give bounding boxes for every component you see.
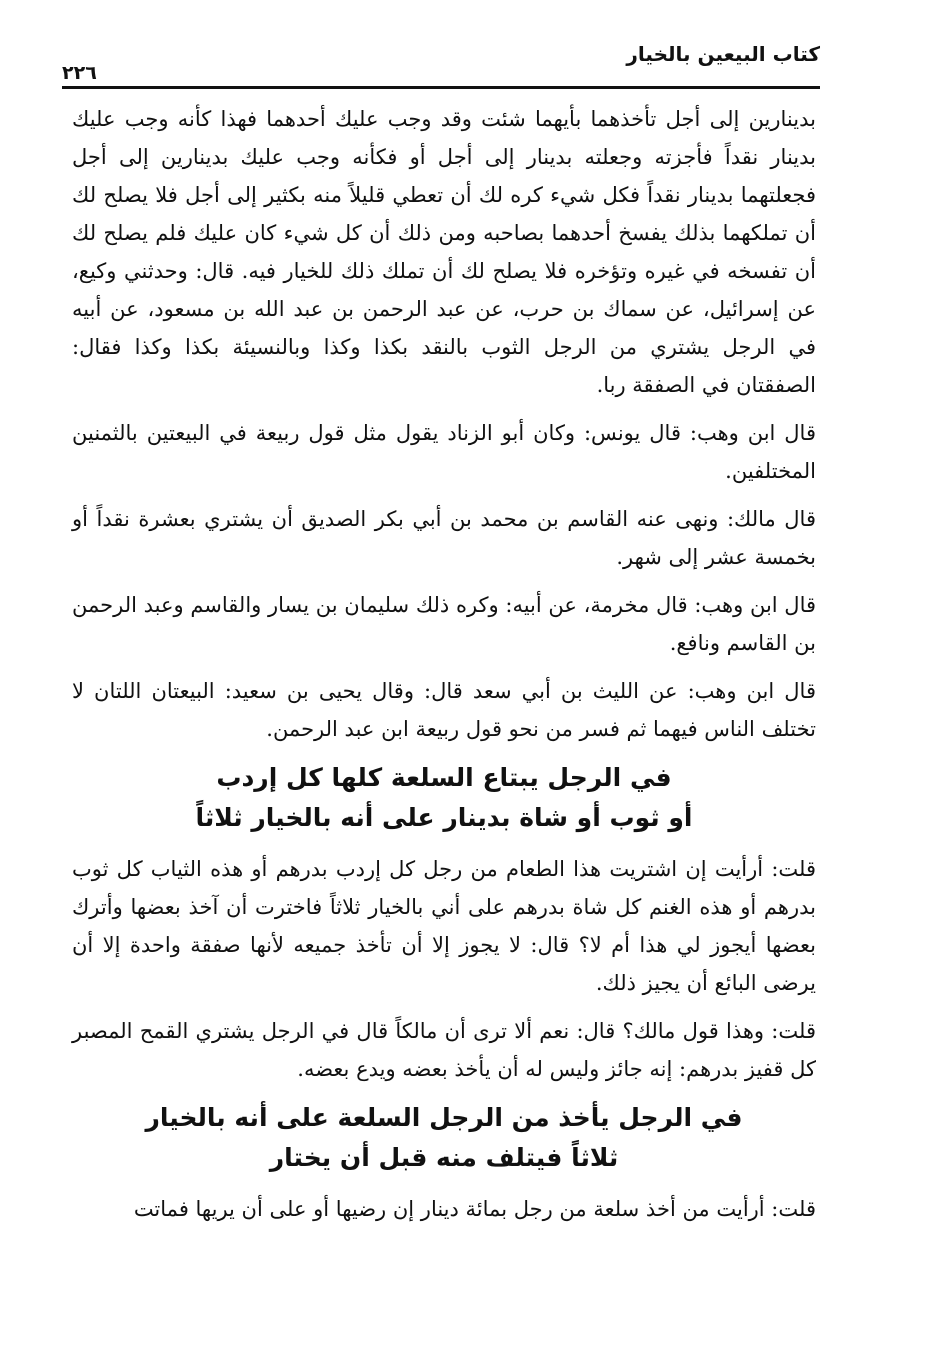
paragraph: قال ابن وهب: قال يونس: وكان أبو الزناد يقول مثل قول ربيعة في البيعتين بالثمنين المختلفين.	[72, 421, 816, 483]
paragraph: قلت: أرأيت إن اشتريت هذا الطعام من رجل كل إردب بدرهم أو هذه الثياب كل ثوب بدرهم أو هذه الغنم كل شاة بدرهم على أني بالخيار ثلاثاً فاخترت أن آخذ بعضها وأترك بعضها أيجوز لي هذا أم لا؟ قال: لا يجوز إلا أن تأخذ جميعه لأنها صفقة واحدة إلا أن يرضى البائع أن يجيز ذلك.	[72, 857, 816, 995]
paragraph: قال ابن وهب: عن الليث بن أبي سعد قال: وقال يحيى بن سعيد: البيعتان اللتان لا تختلف الناس فيهما ثم فسر من نحو قول ربيعة ابن عبد الرحمن.	[72, 679, 816, 741]
paragraph: قال ابن وهب: قال مخرمة، عن أبيه: وكره ذلك سليمان بن يسار والقاسم وعبد الرحمن بن القاسم ونافع.	[72, 593, 816, 655]
page-number: ٢٢٦	[62, 62, 97, 84]
page-body	[72, 100, 816, 1238]
paragraph: قلت: وهذا قول مالك؟ قال: نعم ألا ترى أن مالكاً قال في الرجل يشتري القمح المصبر كل قفيز بدرهم: إنه جائز وليس له أن يأخذ بعضه ويدع بعضه.	[72, 1019, 816, 1081]
heading-line: في الرجل يبتاع السلعة كلها كل إردب	[216, 763, 672, 792]
paragraph: قال مالك: ونهى عنه القاسم بن محمد بن أبي بكر الصديق أن يشتري بعشرة نقداً أو بخمسة عشر إلى شهر.	[72, 507, 816, 569]
heading-line: أو ثوب أو شاة بدينار على أنه بالخيار ثلاثاً	[195, 803, 693, 832]
paragraph: قلت: أرأيت من أخذ سلعة من رجل بمائة دينار إن رضيها أو على أن يريها فماتت	[133, 1197, 816, 1221]
chapter-heading	[72, 758, 816, 838]
heading-line: ثلاثاً فيتلف منه قبل أن يختار	[269, 1143, 619, 1172]
chapter-heading	[72, 1098, 816, 1178]
page-header	[62, 36, 820, 89]
paragraph: بدينارين إلى أجل تأخذهما بأيهما شئت وقد وجب عليك أحدهما فهذا كأنه وجب عليك بدينار نقداً فأجزته وجعلته بدينار إلى أجل أو فكأنه وجب عليك بدينارين إلى أجل فجعلتهما بدينار نقداً فكل شيء كره لك أن تعطي قليلاً منه بكثير إلى أجل فلا يصلح لك أن تملكهما بذلك يفسخ أحدهما بصاحبه ومن ذلك أن كل شيء كان عليك فلم يصلح لك أن تفسخه في غيره وتؤخره فلا يصلح لك أن تملك ذلك للخيار فيه. قال: وحدثني وكيع، عن إسرائيل، عن سماك بن حرب، عن عبد الرحمن بن عبد الله بن مسعود، عن أبيه في الرجل يشتري من الرجل الثوب بالنقد بكذا وكذا وبالنسيئة بكذا وكذا فقال: الصفقتان في الصفقة ربا.	[72, 107, 816, 397]
heading-line: في الرجل يأخذ من الرجل السلعة على أنه بالخيار	[145, 1103, 743, 1132]
running-title: كتاب البيعين بالخيار	[626, 42, 820, 66]
